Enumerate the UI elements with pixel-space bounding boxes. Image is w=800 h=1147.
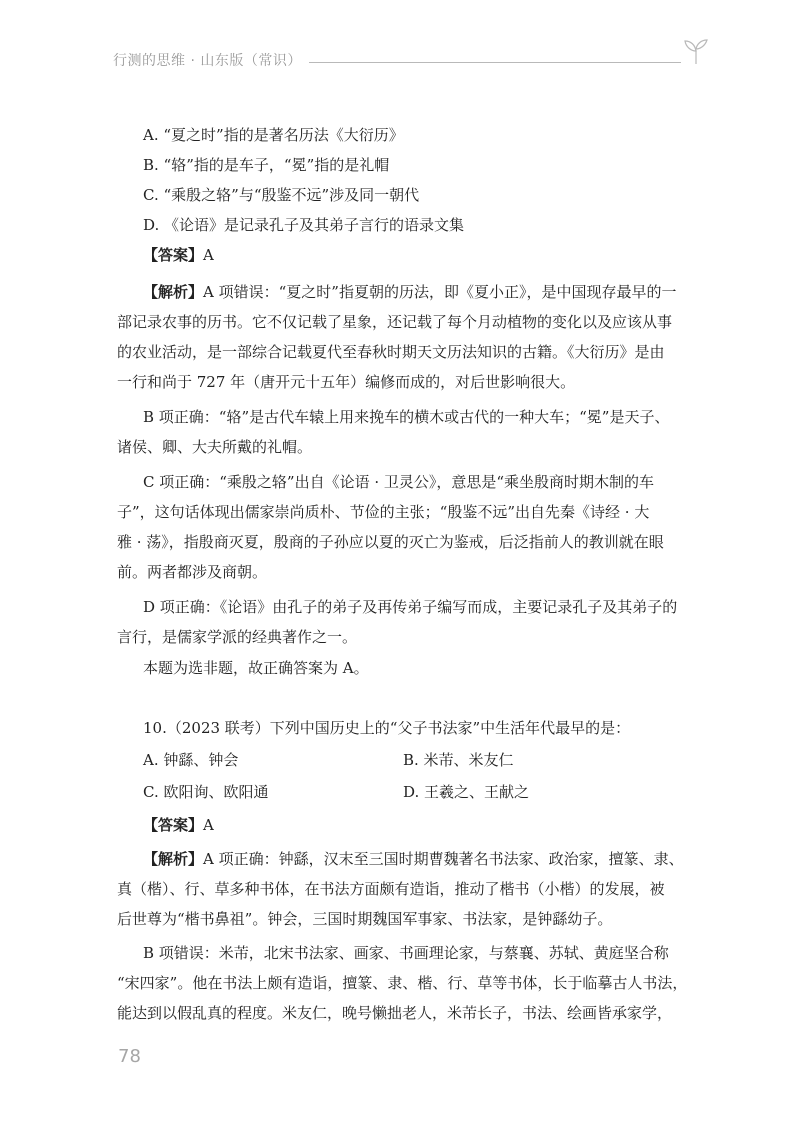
q9-option-b: B. “辂”指的是车子，“冕”指的是礼帽 bbox=[143, 156, 390, 174]
q10-option-c: C. 欧阳询、欧阳通 bbox=[143, 783, 269, 801]
q10-stem: 10.（2023 联考）下列中国历史上的“父子书法家”中生活年代最早的是： bbox=[143, 719, 631, 737]
q10-analysis-a-line: 后世尊为“楷书鼻祖”。钟会，三国时期魏国军事家、书法家，是钟繇幼子。 bbox=[117, 910, 613, 928]
running-header bbox=[113, 50, 733, 74]
answer-label: 【答案】 bbox=[143, 246, 204, 264]
answer-value: A bbox=[203, 246, 214, 264]
q9-option-c: C. “乘殷之辂”与“殷鉴不远”涉及同一朝代 bbox=[143, 186, 420, 204]
answer-label: 【答案】 bbox=[143, 816, 204, 834]
page-number: 78 bbox=[118, 1046, 141, 1067]
q10-analysis-b-line: B 项错误：米芾，北宋书法家、画家、书画理论家，与蔡襄、苏轼、黄庭坚合称 bbox=[143, 944, 669, 962]
q10-option-b: B. 米芾、米友仁 bbox=[403, 751, 514, 769]
q9-analysis-c-line: C 项正确：“乘殷之辂”出自《论语 · 卫灵公》，意思是“乘坐殷商时期木制的车 bbox=[143, 473, 655, 491]
header-rule bbox=[309, 62, 681, 63]
q9-answer bbox=[143, 240, 214, 270]
q9-analysis-a-line: 【解析】A 项错误：“夏之时”指夏朝的历法，即《夏小正》，是中国现存最早的一 bbox=[143, 283, 677, 301]
q9-analysis-c-line: 前。两者都涉及商朝。 bbox=[117, 563, 268, 581]
answer-value: A bbox=[203, 816, 214, 834]
q9-analysis-b-line: 诸侯、卿、大夫所戴的礼帽。 bbox=[117, 438, 313, 456]
q9-analysis-c-line: 雅 · 荡》，指殷商灭夏，殷商的子孙应以夏的灭亡为鉴戒，后泛指前人的教训就在眼 bbox=[117, 533, 664, 551]
q9-analysis-d-line: D 项正确：《论语》由孔子的弟子及再传弟子编写而成，主要记录孔子及其弟子的 bbox=[143, 598, 678, 616]
q9-analysis-a-line: 部记录农事的历书。它不仅记载了星象，还记载了每个月动植物的变化以及应该从事 bbox=[117, 313, 673, 331]
q10-option-d: D. 王羲之、王献之 bbox=[403, 783, 530, 801]
q10-analysis-b-line: “宋四家”。他在书法上颇有造诣，擅篆、隶、楷、行、草等书体，长于临摹古人书法， bbox=[117, 974, 688, 992]
sprout-icon bbox=[681, 36, 711, 66]
q9-analysis-a-line: 一行和尚于 727 年（唐开元十五年）编修而成的，对后世影响很大。 bbox=[117, 373, 576, 391]
q10-analysis-b-line: 能达到以假乱真的程度。米友仁，晚号懒拙老人，米芾长子，书法、绘画皆承家学， bbox=[117, 1004, 673, 1022]
q10-analysis-a-line: 【解析】A 项正确：钟繇，汉末至三国时期曹魏著名书法家、政治家，擅篆、隶、 bbox=[143, 850, 684, 868]
q9-conclusion: 本题为选非题，故正确答案为 A。 bbox=[143, 659, 369, 677]
q9-analysis-a-line: 的农业活动，是一部综合记载夏代至春秋时期天文历法知识的古籍。《大衍历》是由 bbox=[117, 343, 665, 361]
q10-analysis-a-line: 真（楷）、行、草多种书体，在书法方面颇有造诣，推动了楷书（小楷）的发展，被 bbox=[117, 880, 665, 898]
q9-analysis-c-line: 子”，这句话体现出儒家崇尚质朴、节俭的主张；“殷鉴不远”出自先秦《诗经 · 大 bbox=[117, 503, 650, 521]
q9-analysis-b-line: B 项正确：“辂”是古代车辕上用来挽车的横木或古代的一种大车；“冕”是天子、 bbox=[143, 408, 670, 426]
analysis-label: 【解析】 bbox=[143, 283, 204, 301]
q9-analysis-d-line: 言行，是儒家学派的经典著作之一。 bbox=[117, 628, 358, 646]
q10-option-a: A. 钟繇、钟会 bbox=[143, 751, 239, 769]
analysis-label: 【解析】 bbox=[143, 850, 204, 868]
q10-answer bbox=[143, 810, 214, 840]
q9-option-a: A. “夏之时”指的是著名历法《大衍历》 bbox=[143, 126, 404, 144]
q9-option-d: D. 《论语》是记录孔子及其弟子言行的语录文集 bbox=[143, 216, 465, 234]
header-title: 行测的思维 · 山东版（常识） bbox=[113, 53, 302, 69]
